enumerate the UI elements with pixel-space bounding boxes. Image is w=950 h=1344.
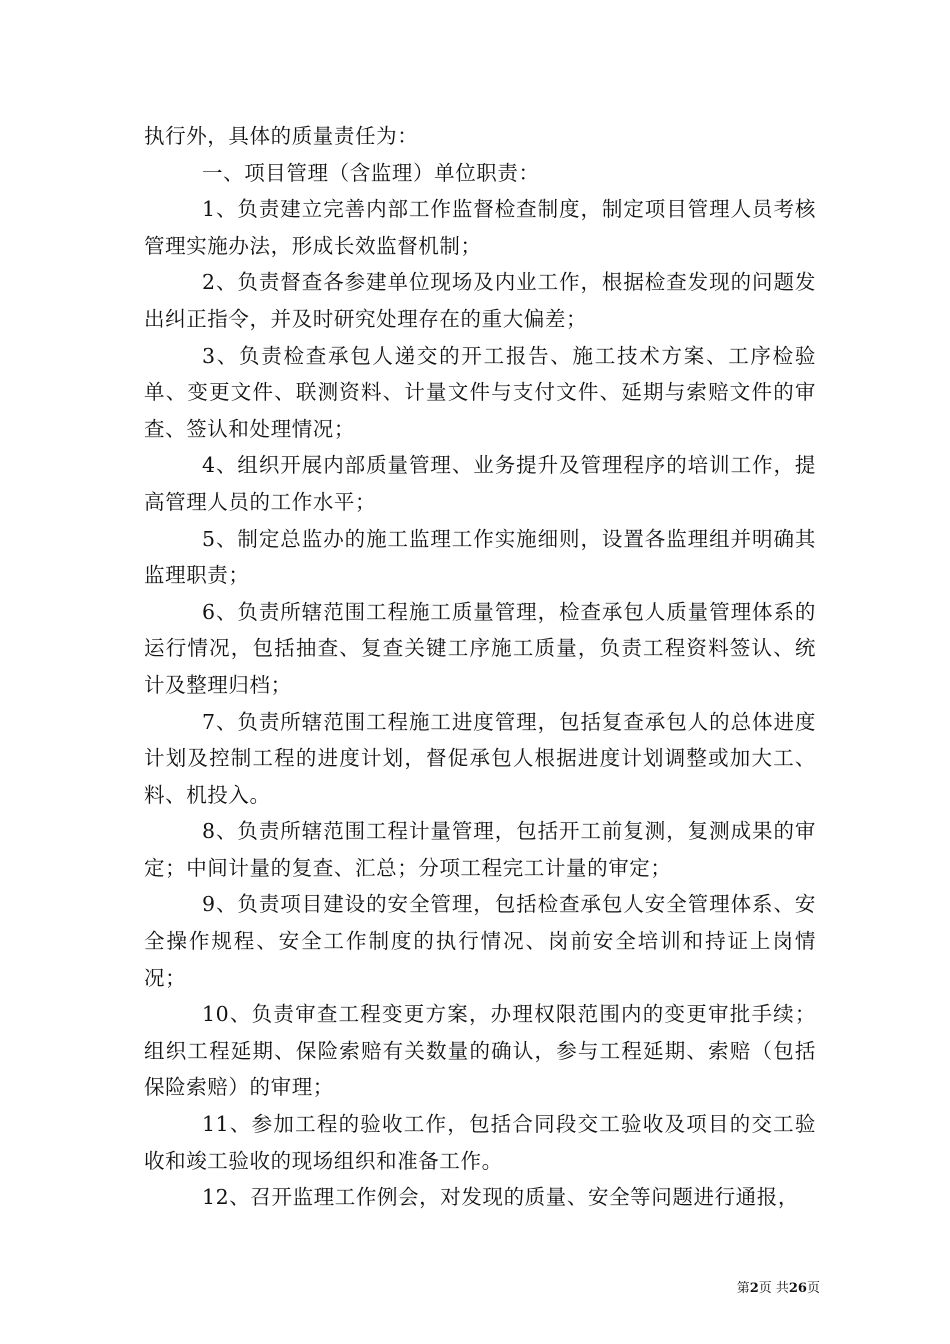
paragraph-item-5: 5、制定总监办的施工监理工作实施细则，设置各监理组并明确其监理职责；	[144, 526, 816, 588]
footer-current-page: 2	[749, 1281, 759, 1296]
footer-middle: 页 共	[758, 1281, 789, 1296]
paragraph-item-3: 3、负责检查承包人递交的开工报告、施工技术方案、工序检验单、变更文件、联测资料、计量文件与支付文件、延期与索赔文件的审查、签认和处理情况；	[144, 343, 816, 441]
paragraph-item-1: 1、负责建立完善内部工作监督检查制度，制定项目管理人员考核管理实施办法，形成长效监督机制；	[144, 197, 816, 258]
page-number-footer	[700, 1280, 820, 1298]
paragraph-item-4: 4、组织开展内部质量管理、业务提升及管理程序的培训工作，提高管理人员的工作水平；	[144, 453, 816, 514]
section-heading: 一、项目管理（含监理）单位职责：	[202, 160, 540, 185]
paragraph-item-10: 10、负责审查工程变更方案，办理权限范围内的变更审批手续；组织工程延期、保险索赔有关数量的确认，参与工程延期、索赔（包括保险索赔）的审理；	[144, 1002, 816, 1100]
paragraph-item-8: 8、负责所辖范围工程计量管理，包括开工前复测，复测成果的审定；中间计量的复查、汇总；分项工程完工计量的审定；	[144, 819, 816, 880]
paragraph-item-9: 9、负责项目建设的安全管理，包括检查承包人安全管理体系、安全操作规程、安全工作制度的执行情况、岗前安全培训和持证上岗情况；	[144, 892, 816, 990]
footer-suffix: 页	[806, 1281, 820, 1296]
footer-prefix: 第	[736, 1281, 750, 1296]
footer-total-pages: 26	[788, 1281, 807, 1296]
paragraph-intro: 执行外，具体的质量责任为：	[144, 124, 419, 148]
document-body	[144, 118, 816, 1216]
paragraph-item-11: 11、参加工程的验收工作，包括合同段交工验收及项目的交工验收和竣工验收的现场组织和准备工作。	[144, 1112, 816, 1173]
paragraph-item-12: 12、召开监理工作例会，对发现的质量、安全等问题进行通报，	[202, 1185, 799, 1210]
paragraph-item-2: 2、负责督查各参建单位现场及内业工作，根据检查发现的问题发出纠正指令，并及时研究处理存在的重大偏差；	[144, 270, 816, 331]
paragraph-item-7: 7、负责所辖范围工程施工进度管理，包括复查承包人的总体进度计划及控制工程的进度计划，督促承包人根据进度计划调整或加大工、料、机投入。	[144, 709, 816, 807]
paragraph-item-6: 6、负责所辖范围工程施工质量管理，检查承包人质量管理体系的运行情况，包括抽查、复查关键工序施工质量，负责工程资料签认、统计及整理归档；	[144, 599, 816, 697]
